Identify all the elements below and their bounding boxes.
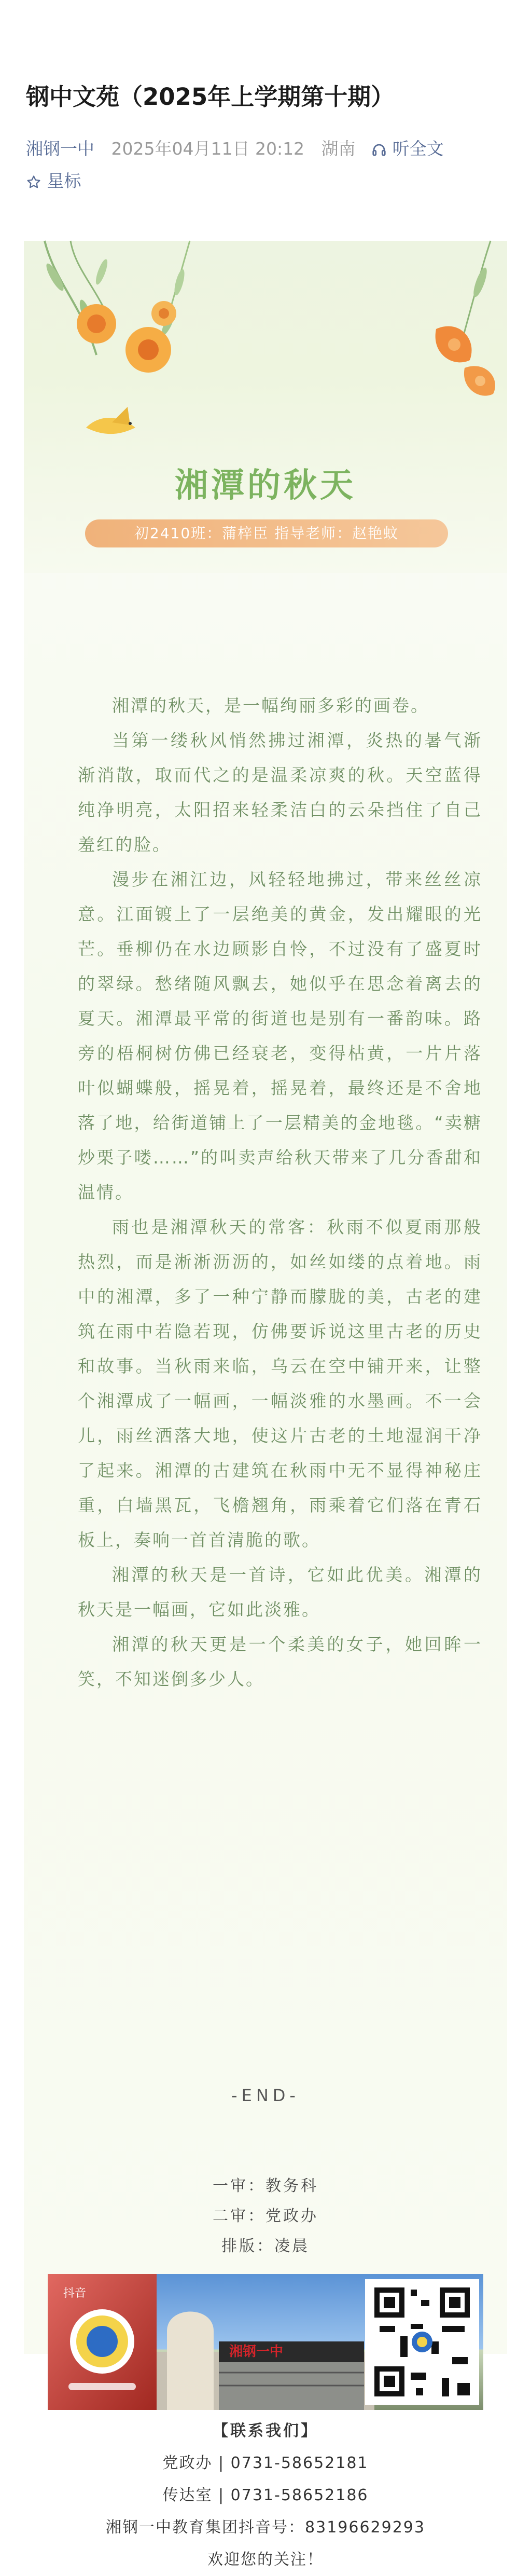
article-meta xyxy=(26,136,513,194)
credit-line: 二审：党政办 xyxy=(213,2207,318,2225)
location-label: 湖南 xyxy=(321,139,356,159)
douyin-label: 抖音 xyxy=(63,2287,87,2300)
end-marker: -END- xyxy=(231,2086,300,2105)
paragraph: 湘潭的秋天，是一幅绚丽多彩的画卷。 xyxy=(112,695,429,716)
article-title-heading: 钢中文苑（2025年上学期第十期） xyxy=(26,83,395,111)
account-name-link[interactable]: 湘钢一中 xyxy=(26,139,94,159)
paragraph: 漫步在湘江边，风轻轻地拂过，带来丝丝凉意。江面镀上了一层绝美的黄金，发出耀眼的光芒。垂柳仍在水边顾影自怜，不过没有了盛夏时的翠绿。愁绪随风飘去，她似乎在思念着离去的夏天。湘潭最平常的街道也是别有一番韵味。路旁的梧桐树仿佛已经衰老，变得枯黄，一片片落叶似蝴蝶般，摇晃着，摇晃着，最终还是不舍地落了地，给街道铺上了一层精美的金地毯。“卖糖炒栗子喽……”的叫卖声给秋天带来了几分香甜和温情。 xyxy=(78,869,482,1202)
article-heading: 湘潭的秋天 xyxy=(175,466,356,505)
article-card xyxy=(24,241,507,2569)
star-button[interactable] xyxy=(26,168,513,194)
school-sign-text: 湘钢一中 xyxy=(229,2344,284,2360)
contact-section xyxy=(24,2415,507,2576)
byline-pill: 初2410班：蒲梓臣 指导老师：赵艳蚊 xyxy=(85,519,448,547)
publish-date: 2025年04月11日 20:12 xyxy=(111,139,305,159)
paragraph: 湘潭的秋天是一首诗，它如此优美。湘潭的秋天是一幅画，它如此淡雅。 xyxy=(78,1565,482,1620)
listen-full-label: 听全文 xyxy=(392,139,444,159)
review-credits xyxy=(24,2171,507,2262)
article-body xyxy=(78,688,482,1696)
contact-title: 【联系我们】 xyxy=(213,2422,318,2440)
paragraph: 当第一缕秋风悄然拂过湘潭，炎热的暑气渐渐消散，取而代之的是温柔凉爽的秋。天空蓝得纯净明亮，太阳招来轻柔洁白的云朵挡住了自己羞红的脸。 xyxy=(78,730,482,855)
contact-line: 湘钢一中教育集团抖音号：83196629293 xyxy=(106,2518,425,2537)
contact-line: 党政办 | 0731-58652181 xyxy=(162,2454,369,2472)
paragraph: 雨也是湘潭秋天的常客：秋雨不似夏雨那般热烈，而是淅淅沥沥的，如丝如缕的点着地。雨中的湘潭，多了一种宁静而朦胧的美，古老的建筑在雨中若隐若现，仿佛要诉说这里古老的历史和故事。当秋雨来临，乌云在空中铺开来，让整个湘潭成了一幅画，一幅淡雅的水墨画。不一会儿，雨丝洒落大地，使这片古老的土地湿润干净了起来。湘潭的古建筑在秋雨中无不显得神秘庄重，白墙黑瓦，飞檐翘角，雨乘着它们落在青石板上，奏响一首首清脆的歌。 xyxy=(78,1217,482,1550)
star-icon xyxy=(26,174,41,190)
headphones-icon xyxy=(371,142,387,158)
paragraph: 湘潭的秋天更是一个柔美的女子，她回眸一笑，不知迷倒多少人。 xyxy=(78,1634,482,1689)
contact-line: 欢迎您的关注！ xyxy=(207,2551,324,2569)
school-photo-banner xyxy=(48,2274,483,2410)
credit-line: 一审：教务科 xyxy=(213,2177,318,2195)
contact-line: 传达室 | 0731-58652186 xyxy=(162,2486,369,2504)
school-gate-illustration xyxy=(48,2274,483,2410)
credit-line: 排版：凌晨 xyxy=(221,2237,310,2255)
listen-full-button[interactable] xyxy=(371,139,444,159)
star-label: 星标 xyxy=(47,171,81,191)
